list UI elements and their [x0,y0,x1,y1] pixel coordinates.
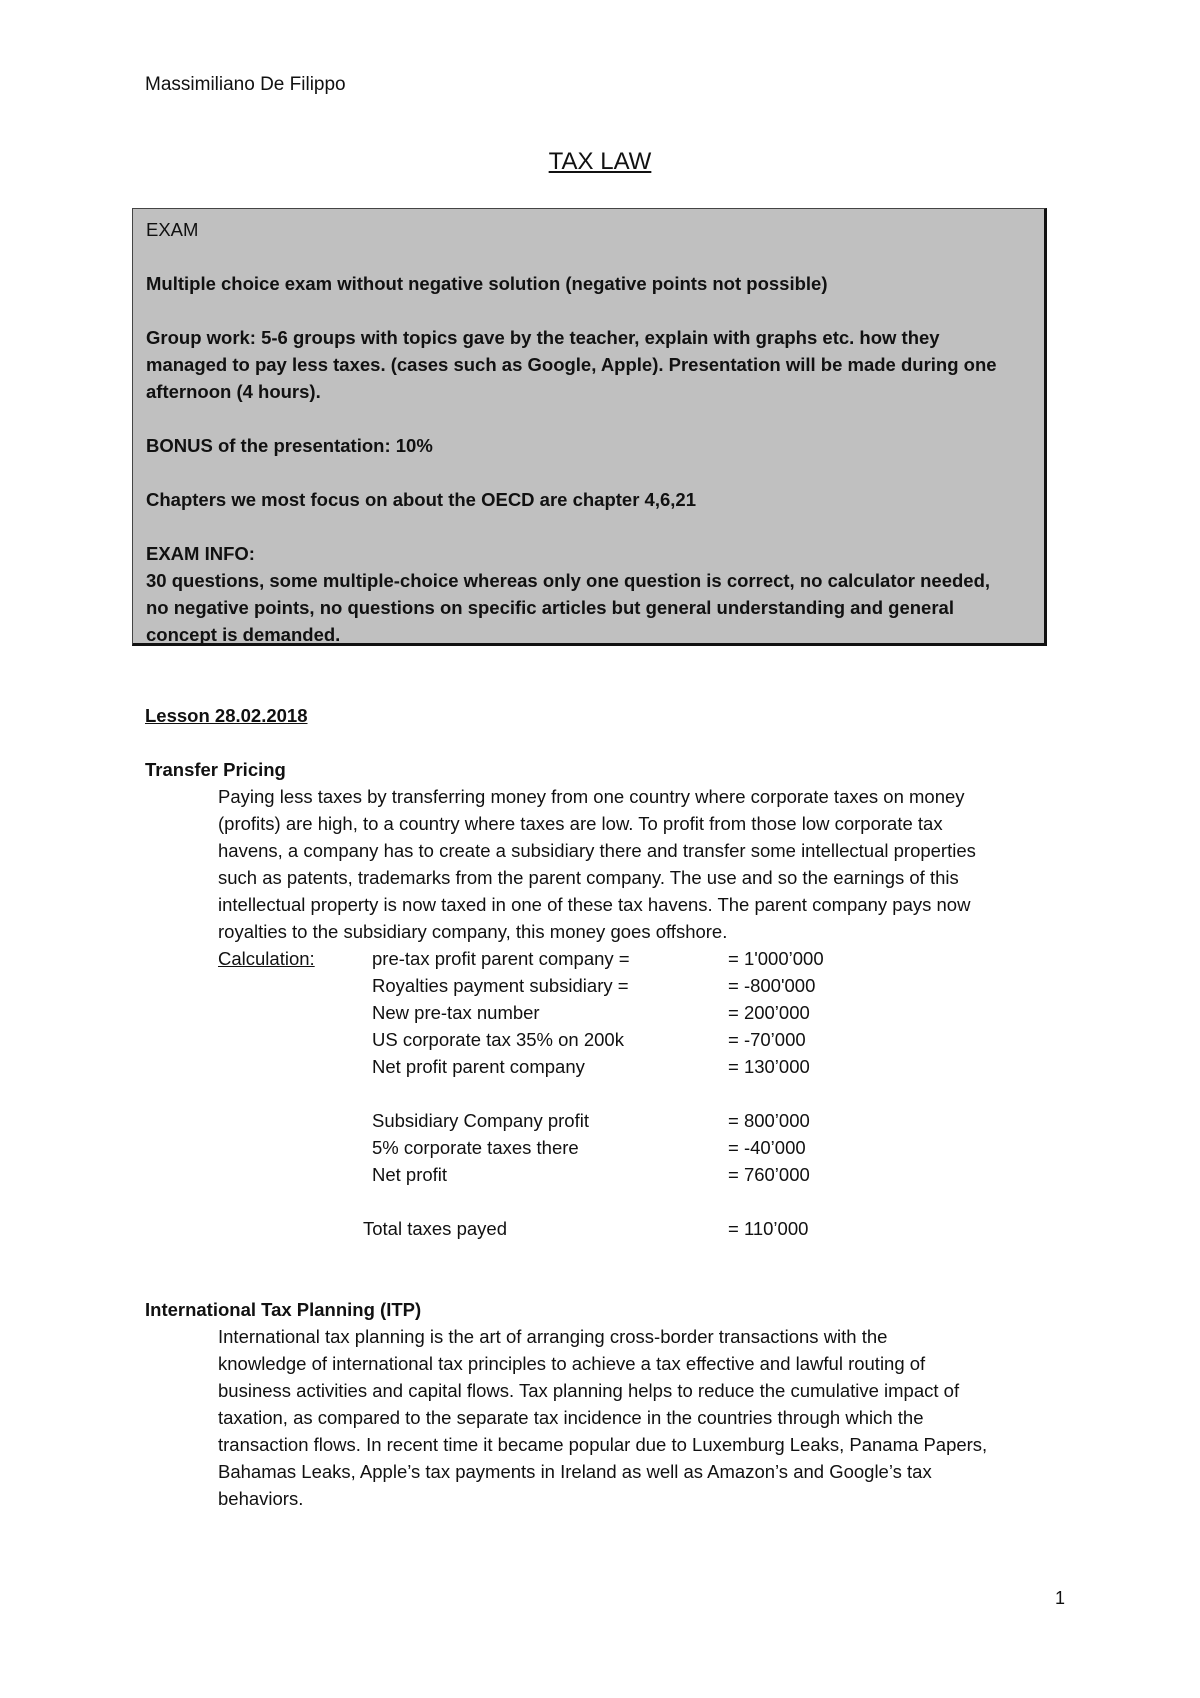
paragraph-line: Bahamas Leaks, Apple’s tax payments in Ireland as well as Amazon’s and Google’s tax [218,1461,932,1482]
calc-row-value: = 200’000 [728,1002,810,1023]
calc-row-label: Royalties payment subsidiary = [372,975,629,996]
itp-heading: International Tax Planning (ITP) [145,1299,422,1320]
exam-info-box [132,208,1047,646]
calculation-table [145,945,1065,1242]
header-author: Massimiliano De Filippo [145,74,346,95]
calc-row [145,1107,1065,1134]
page-number: 1 [1055,1588,1066,1608]
calc-row-label: Net profit [372,1164,448,1185]
calc-row-label: 5% corporate taxes there [372,1137,579,1158]
calc-row-total [145,1215,1065,1242]
paragraph-line: (profits) are high, to a country where taxes are low. To profit from those low corporate tax [218,813,943,834]
lesson-title: Lesson 28.02.2018 [145,705,308,726]
paragraph-line: behaviors. [218,1488,304,1509]
calc-row [145,972,1065,999]
exam-group-work-line-2: managed to pay less taxes. (cases such as Google, Apple). Presentation will be made during one [146,354,997,375]
calc-row-value: = -800'000 [728,975,816,996]
calc-row [145,945,1065,972]
exam-info-line-1: 30 questions, some multiple-choice whereas only one question is correct, no calculator needed, [146,570,991,591]
calc-row-label: Subsidiary Company profit [372,1110,589,1131]
document-title: TAX LAW [548,148,652,175]
paragraph-line: royalties to the subsidiary company, this money goes offshore. [218,921,728,942]
calc-row [145,1161,1065,1188]
paragraph-line: havens, a company has to create a subsidiary there and transfer some intellectual properties [218,840,976,861]
paragraph-line: such as patents, trademarks from the parent company. The use and so the earnings of this [218,867,959,888]
lesson-content [145,702,1065,1512]
itp-paragraph [145,1323,1065,1512]
calculation-label: Calculation: [218,948,315,969]
exam-group-work-line-1: Group work: 5-6 groups with topics gave by the teacher, explain with graphs etc. how they [146,327,940,348]
exam-info-heading: EXAM INFO: [146,543,255,564]
exam-info-line-3: concept is demanded. [146,624,341,645]
paragraph-line: taxation, as compared to the separate tax incidence in the countries through which the [218,1407,924,1428]
exam-group-work-line-3: afternoon (4 hours). [146,381,321,402]
calc-row-value: = 1'000’000 [728,948,824,969]
calc-row-value: = 760’000 [728,1164,810,1185]
exam-multiple-choice-note: Multiple choice exam without negative solution (negative points not possible) [146,273,828,294]
exam-heading: EXAM [146,219,199,240]
paragraph-line: transaction flows. In recent time it became popular due to Luxemburg Leaks, Panama Papers, [218,1434,988,1455]
exam-info-line-2: no negative points, no questions on specific articles but general understanding and general [146,597,954,618]
calc-row [145,1026,1065,1053]
paragraph-line: Paying less taxes by transferring money from one country where corporate taxes on money [218,786,965,807]
calc-row-label: pre-tax profit parent company = [372,948,630,969]
calc-row-value: = 800’000 [728,1110,810,1131]
exam-chapters: Chapters we most focus on about the OECD are chapter 4,6,21 [146,489,696,510]
calc-row-value: = 130’000 [728,1056,810,1077]
calc-row-value: = 110’000 [728,1218,809,1239]
calc-row [145,1053,1065,1080]
exam-bonus: BONUS of the presentation: 10% [146,435,433,456]
calc-row-label: Total taxes payed [363,1218,507,1239]
calc-row-label: New pre-tax number [372,1002,540,1023]
transfer-pricing-heading: Transfer Pricing [145,759,286,780]
paragraph-line: business activities and capital flows. Tax planning helps to reduce the cumulative impact of [218,1380,960,1401]
calc-row-value: = -70’000 [728,1029,806,1050]
calc-row-label: Net profit parent company [372,1056,585,1077]
paragraph-line: knowledge of international tax principles to achieve a tax effective and lawful routing of [218,1353,926,1374]
calc-row [145,999,1065,1026]
calc-row [145,1134,1065,1161]
calc-row-label: US corporate tax 35% on 200k [372,1029,624,1050]
calc-row-value: = -40’000 [728,1137,806,1158]
paragraph-line: International tax planning is the art of arranging cross-border transactions with the [218,1326,888,1347]
transfer-pricing-paragraph [145,783,1065,945]
paragraph-line: intellectual property is now taxed in one of these tax havens. The parent company pays now [218,894,971,915]
